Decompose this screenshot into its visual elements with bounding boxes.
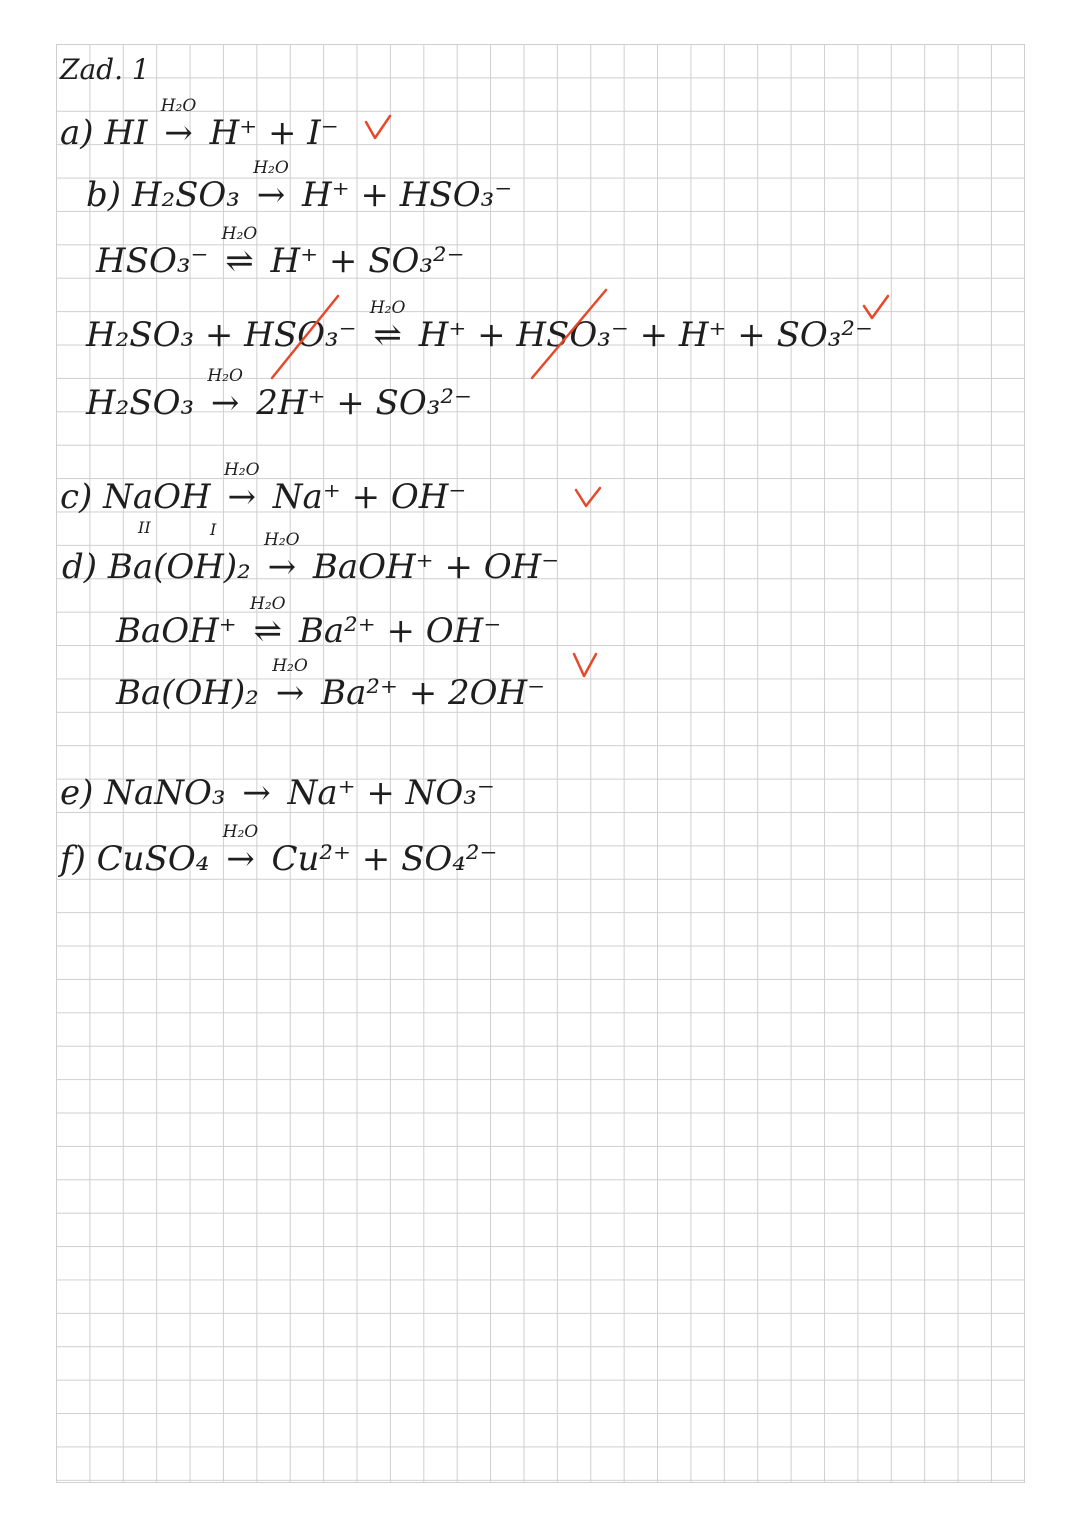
check-mark-icon [364, 114, 392, 140]
equation-d2-rhs: Ba²⁺ + OH⁻ [298, 611, 502, 651]
arrow-label: H₂O [223, 460, 260, 480]
equation-d3-rhs: Ba²⁺ + 2OH⁻ [321, 673, 546, 713]
arrow-label: H₂O [222, 822, 259, 842]
reaction-arrow: H₂O → [158, 116, 199, 150]
check-mark-icon [572, 652, 600, 678]
equation-b1-rhs: H⁺ + HSO₃⁻ [302, 175, 513, 215]
equation-e-lhs: e) NaNO₃ [60, 773, 226, 813]
equation-c-lhs: c) NaOH [60, 477, 211, 517]
equation-d1 [62, 530, 560, 587]
equation-b2-lhs: HSO₃⁻ [96, 241, 209, 281]
reaction-arrow-equilibrium: H₂O ⇌ [248, 614, 289, 648]
equation-b4-lhs: H₂SO₃ [86, 383, 195, 423]
arrow-label: H₂O [264, 530, 300, 550]
arrow-label: H₂O [221, 224, 258, 244]
equation-c-rhs: Na⁺ + OH⁻ [272, 477, 467, 517]
reaction-arrow-equilibrium: H₂O ⇌ [219, 244, 260, 278]
ba-valence-mark: II [138, 518, 151, 537]
equation-b3-rhs: H⁺ + HSO₃⁻ + H⁺ + SO₃²⁻ [418, 315, 873, 355]
reaction-arrow: → [242, 773, 271, 813]
equation-e [60, 773, 495, 813]
reaction-arrow: H₂O → [251, 178, 292, 212]
equation-f [60, 822, 498, 879]
equation-b4-rhs: 2H⁺ + SO₃²⁻ [256, 383, 472, 423]
equation-d3-lhs: Ba(OH)₂ [116, 673, 259, 713]
strike-through-mark [526, 286, 616, 386]
equation-f-lhs: f) CuSO₄ [60, 839, 210, 879]
arrow-label: H₂O [369, 298, 406, 318]
equation-e-rhs: Na⁺ + NO₃⁻ [287, 773, 495, 813]
equation-b3-lhs: H₂SO₃ + HSO₃⁻ [86, 315, 357, 355]
equation-f-rhs: Cu²⁺ + SO₄²⁻ [271, 839, 498, 879]
reaction-arrow: H₂O → [270, 676, 311, 710]
reaction-arrow: H₂O → [262, 550, 303, 584]
equation-a-rhs: H⁺ + I⁻ [209, 113, 339, 153]
equation-b2 [96, 224, 465, 281]
reaction-arrow: H₂O → [221, 480, 262, 514]
equation-d3 [116, 656, 546, 713]
equation-b1-lhs: b) H₂SO₃ [86, 175, 240, 215]
arrow-label: H₂O [207, 366, 243, 386]
equation-b2-rhs: H⁺ + SO₃²⁻ [270, 241, 465, 281]
equation-d1-rhs: BaOH⁺ + OH⁻ [312, 547, 560, 587]
arrow-label: H₂O [253, 158, 289, 178]
arrow-label: H₂O [272, 656, 308, 676]
equation-d2 [116, 594, 502, 651]
exercise-title: Zad. 1 [60, 53, 150, 86]
strike-through-mark [268, 292, 348, 386]
reaction-arrow: H₂O → [220, 842, 261, 876]
reaction-arrow-equilibrium: H₂O ⇌ [367, 318, 408, 352]
equation-d1-lhs: d) Ba(OH)₂ [62, 547, 251, 587]
reaction-arrow: H₂O → [205, 386, 246, 420]
equation-b3 [86, 298, 873, 355]
equation-b4 [86, 366, 472, 423]
equation-b1 [86, 158, 513, 215]
equation-a [60, 96, 339, 153]
equation-d2-lhs: BaOH⁺ [116, 611, 237, 651]
oh-valence-mark: I [210, 520, 217, 539]
equation-c [60, 460, 467, 517]
check-mark-icon [574, 484, 602, 510]
check-mark-icon [862, 294, 890, 320]
arrow-label: H₂O [160, 96, 197, 116]
arrow-label: H₂O [250, 594, 286, 614]
equation-a-lhs: a) HI [60, 113, 148, 153]
